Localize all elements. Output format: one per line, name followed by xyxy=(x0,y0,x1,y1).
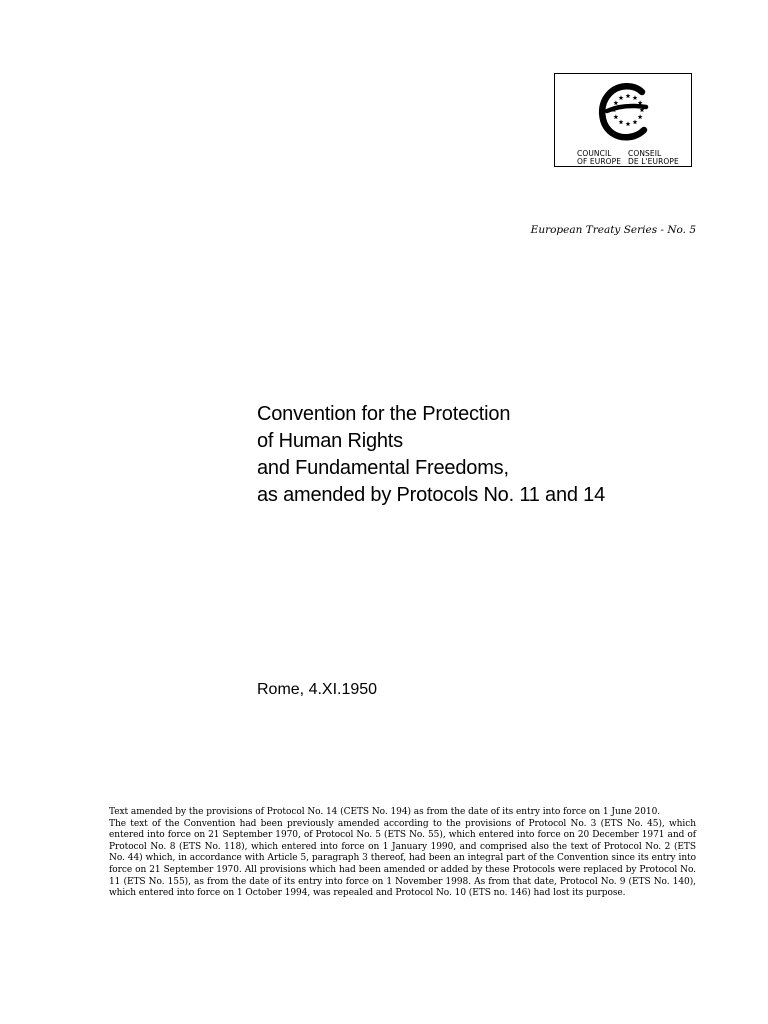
title-line-4: as amended by Protocols No. 11 and 14 xyxy=(257,484,606,506)
emblem-star-icon xyxy=(626,93,631,98)
emblem-star-icon xyxy=(613,100,618,105)
treaty-series-label: European Treaty Series - No. 5 xyxy=(530,224,696,236)
council-of-europe-logo xyxy=(554,73,692,167)
document-title xyxy=(257,401,605,509)
logo-name-en-line1: COUNCIL xyxy=(577,149,612,158)
emblem-star-icon xyxy=(619,95,624,100)
emblem-star-icon xyxy=(633,95,638,100)
title-line-1: Convention for the Protection xyxy=(257,403,511,425)
amendment-note xyxy=(109,807,696,900)
logo-name-en-line2: OF EUROPE xyxy=(577,157,622,166)
emblem-star-icon xyxy=(633,120,638,125)
amendment-note-para-2: The text of the Convention had been previously amended according to the provisions of Protocol No. 3 (ETS No. 45), which entered into force on 21 September 1970, of Protocol No. 5 (ETS No. 55), which entered into force on 20 December 1971 and of Protocol No. 8 (ETS No. 118), which entered into force on 1 January 1990, and comprised also the text of Protocol No. 2 (ETS No. 44) which, in accordance with Article 5, paragraph 3 thereof, had been an integral part of the Convention since its entry into force on 21 September 1970. All provisions which had been amended or added by these Protocols were replaced by Protocol No. 11 (ETS No. 155), as from the date of its entry into force on 1 November 1998. As from that date, Protocol No. 9 (ETS No. 140), which entered into force on 1 October 1994, was repealed and Protocol No. 10 (ETS no. 146) had lost its purpose. xyxy=(109,818,696,899)
title-line-3: and Fundamental Freedoms, xyxy=(257,457,509,479)
emblem-star-icon xyxy=(626,121,631,126)
title-line-2: of Human Rights xyxy=(257,430,403,452)
emblem-star-icon xyxy=(613,114,618,119)
place-and-date: Rome, 4.XI.1950 xyxy=(257,681,378,698)
emblem-star-icon xyxy=(638,114,643,119)
amendment-note-para-1: Text amended by the provisions of Protocol No. 14 (CETS No. 194) as from the date of its entry into force on 1 June 2010. xyxy=(109,807,661,817)
council-of-europe-emblem-icon xyxy=(592,80,656,144)
emblem-star-icon xyxy=(619,120,624,125)
logo-name-fr-line1: CONSEIL xyxy=(628,149,662,158)
logo-name-fr-line2: DE L'EUROPE xyxy=(628,157,679,166)
